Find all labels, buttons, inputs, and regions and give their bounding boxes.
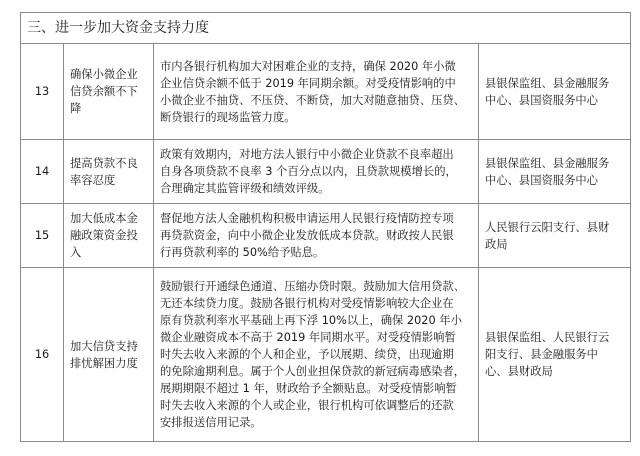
content-line: 行再贷款利率的 50%给予贴息。: [160, 246, 325, 259]
dept-line: 人民银行云阳支行、县财: [485, 220, 610, 234]
dept-line: 县银保监组、县金融服务: [485, 156, 610, 170]
dept-line: 县银保监组、县金融服务: [485, 76, 610, 90]
content-line: 督促地方法人金融机构积极申请运用人民银行疫情防控专项: [160, 212, 454, 225]
section-title: 三、进一步加大资金支持力度: [21, 13, 631, 44]
content-line: 安排报送信用记录。: [160, 416, 262, 429]
responsible-department: [479, 204, 631, 268]
item-line: 提高贷款不良: [70, 156, 138, 170]
content-line: 无还本续贷力度。鼓励各银行机构对受疫情影响较大企业在: [160, 297, 454, 310]
row-number: 16: [21, 268, 64, 442]
table-row: [21, 44, 631, 140]
content-line: 时失去收入来源的个人和企业，予以展期、续贷，出现逾期: [160, 348, 454, 361]
dept-line: 县银保监组、人民银行云: [485, 331, 610, 344]
table-row: [21, 268, 631, 442]
item-line: 降: [70, 102, 82, 115]
dept-line: 心、县财政局: [485, 365, 553, 378]
content-line: 展期期限不超过 1 年，财政给予全额贴息。对受疫情影响暂: [160, 382, 457, 395]
content-line: 政策有效期内，对地方法人银行中小微企业贷款不良率超出: [160, 148, 454, 161]
content-line: 市内各银行机构加大对困难企业的支持，确保 2020 年小微: [160, 59, 456, 73]
dept-line: 中心、县国资服务中心: [485, 93, 598, 107]
dept-line: 中心、县国资服务中心: [485, 173, 598, 187]
content-line: 断贷银行的现场监管力度。: [160, 110, 296, 124]
dept-line: 政局: [485, 237, 508, 251]
row-number: 14: [21, 140, 64, 204]
row-number: 13: [21, 44, 64, 140]
item-name: [64, 44, 154, 140]
content-line: 合理确定其监管评级和绩效评级。: [160, 182, 330, 195]
dept-line: 阳支行、县金融服务中: [485, 348, 598, 361]
content-line: 自身各项贷款不良率 3 个百分点以内，且贷款规模增长的，: [160, 165, 457, 178]
item-line: 排忧解困力度: [70, 356, 138, 370]
measure-content: [154, 268, 479, 442]
responsible-department: [479, 44, 631, 140]
item-name: [64, 140, 154, 204]
item-line: 率容忍度: [70, 173, 116, 187]
table-row: [21, 140, 631, 204]
content-line: 微企业融资成本不高于 2019 年同期水平。对受疫情影响暂: [160, 331, 456, 344]
content-line: 企业信贷余额不低于 2019 年同期余额。对受疫情影响的中: [160, 76, 456, 90]
item-line: 确保小微企业: [70, 68, 138, 81]
content-line: 鼓励银行开通绿色通道、压缩办贷时限。鼓励加大信用贷款、: [160, 280, 466, 293]
item-line: 入: [70, 246, 82, 259]
content-line: 的免除逾期利息。属于个人创业担保贷款的新冠病毒感染者，: [160, 365, 466, 378]
content-line: 再贷款资金，向中小微企业发放低成本贷款。财政按人民银: [160, 229, 454, 242]
item-name: [64, 268, 154, 442]
item-line: 信贷余额不下: [70, 85, 138, 98]
content-line: 原有贷款利率水平基础上再下浮 10%以上，确保 2020 年小: [160, 314, 462, 327]
item-line: 加大信贷支持: [70, 339, 138, 353]
responsible-department: [479, 268, 631, 442]
content-line: 小微企业不抽贷、不压贷、不断贷，加大对随意抽贷、压贷、: [160, 93, 466, 107]
section-header-row: [21, 13, 631, 44]
item-line: 融政策资金投: [70, 229, 138, 242]
row-number: 15: [21, 204, 64, 268]
policy-table: [20, 12, 631, 442]
item-name: [64, 204, 154, 268]
measure-content: [154, 204, 479, 268]
table-row: [21, 204, 631, 268]
content-line: 时失去收入来源的个人或企业，银行机构可依调整后的还款: [160, 399, 454, 412]
responsible-department: [479, 140, 631, 204]
item-line: 加大低成本金: [70, 212, 138, 225]
measure-content: [154, 140, 479, 204]
measure-content: [154, 44, 479, 140]
